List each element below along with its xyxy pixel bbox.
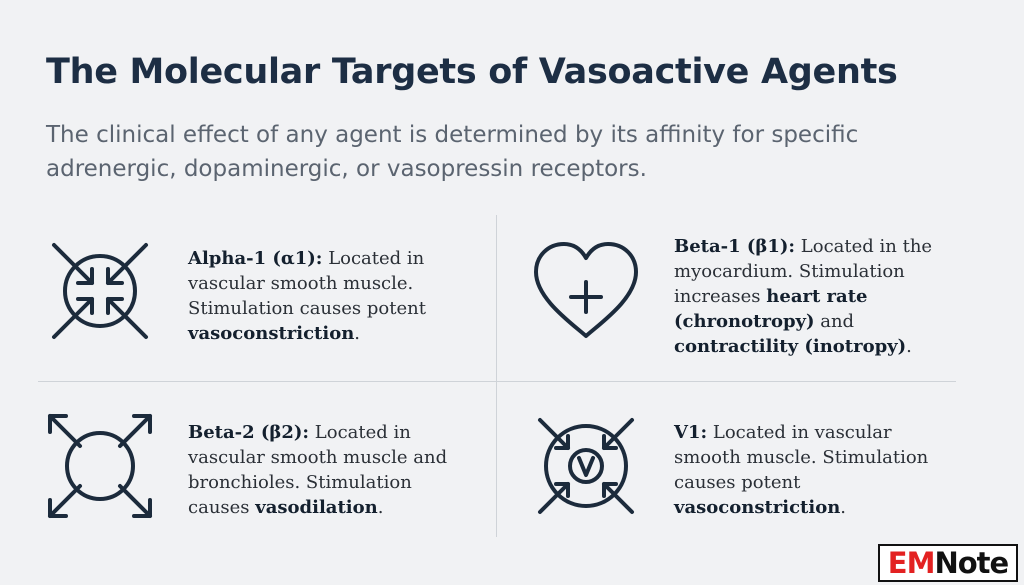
v1-description: V1: Located in vascular smooth muscle. Stimulation causes potent vasoconstriction. bbox=[674, 422, 929, 518]
page-subtitle: The clinical effect of any agent is determined by its affinity for specific adrenergic, dopaminergic, or vasopressin receptors. bbox=[46, 122, 859, 182]
v-circle-converging-arrows-icon bbox=[530, 410, 642, 522]
v1-name: V1: bbox=[674, 422, 708, 443]
page-title: The Molecular Targets of Vasoactive Agents bbox=[46, 52, 898, 92]
beta1-name: Beta-1 (β1): bbox=[674, 236, 796, 257]
converging-arrows-circle-icon bbox=[44, 235, 156, 347]
alpha1-description: Alpha-1 (α1): Located in vascular smooth muscle. Stimulation causes potent vasoconstriction. bbox=[188, 248, 426, 344]
vertical-divider bbox=[496, 215, 497, 537]
beta1-description: Beta-1 (β1): Located in the myocardium. Stimulation increases heart rate (chronotropy) and contractility (inotropy). bbox=[674, 236, 933, 357]
beta2-description: Beta-2 (β2): Located in vascular smooth muscle and bronchioles. Stimulation causes vasodilation. bbox=[188, 422, 448, 518]
horizontal-divider bbox=[38, 381, 956, 382]
emnote-logo: EM Note bbox=[878, 544, 1018, 582]
beta2-name: Beta-2 (β2): bbox=[188, 422, 310, 443]
alpha1-name: Alpha-1 (α1): bbox=[188, 248, 323, 269]
heart-plus-icon bbox=[530, 236, 642, 348]
diverging-arrows-circle-icon bbox=[44, 410, 156, 522]
